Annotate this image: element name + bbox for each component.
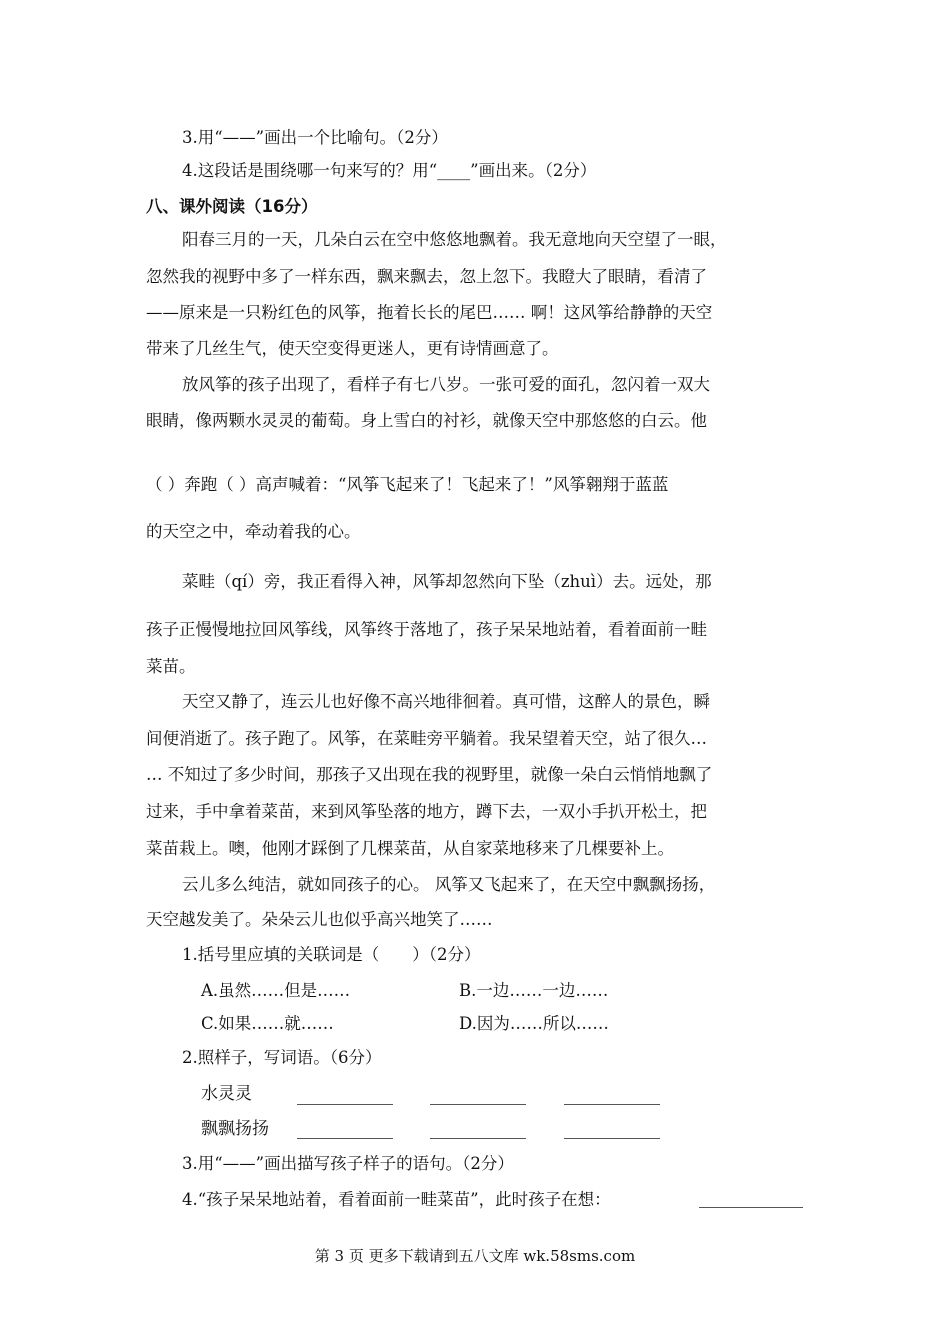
- example-word-2: 飘飘扬扬: [201, 1119, 269, 1139]
- prev-question-4: 4.这段话是围绕哪一句来写的？用“____”画出来。（2分）: [182, 161, 597, 180]
- passage-line: 菜苗。: [146, 657, 196, 676]
- passage-line: 眼睛，像两颗水灵灵的葡萄。身上雪白的衬衫，就像天空中那悠悠的白云。他: [146, 411, 707, 430]
- passage-line: 天空又静了，连云儿也好像不高兴地徘徊着。真可惜，这醉人的景色，瞬: [182, 692, 710, 711]
- prev-question-3: 3.用“——”画出一个比喻句。（2分）: [182, 128, 448, 147]
- passage-line: … 不知过了多少时间，那孩子又出现在我的视野里，就像一朵白云悄悄地飘了: [146, 765, 713, 784]
- answer-blank[interactable]: [430, 1138, 526, 1139]
- option-c: C.如果……就……: [201, 1014, 334, 1033]
- answer-blank[interactable]: [564, 1138, 660, 1139]
- question-2: 2.照样子，写词语。（6分）: [182, 1048, 382, 1067]
- option-b: B.一边……一边……: [459, 981, 609, 1000]
- passage-line: 天空越发美了。朵朵云儿也似乎高兴地笑了……: [146, 910, 493, 929]
- passage-line: 过来，手中拿着菜苗，来到风筝坠落的地方，蹲下去，一双小手扒开松土，把: [146, 802, 707, 821]
- question-3: 3.用“——”画出描写孩子样子的语句。（2分）: [182, 1154, 514, 1173]
- section-title: 八、课外阅读（16分）: [146, 197, 318, 216]
- passage-line: ——原来是一只粉红色的风筝，拖着长长的尾巴…… 啊！这风筝给静静的天空: [146, 303, 713, 322]
- answer-blank[interactable]: [699, 1207, 803, 1208]
- option-a: A.虽然……但是……: [201, 981, 351, 1000]
- passage-line: 的天空之中，牵动着我的心。: [146, 522, 361, 541]
- question-1: 1.括号里应填的关联词是（ ）（2分）: [182, 945, 481, 964]
- passage-line: 孩子正慢慢地拉回风筝线，风筝终于落地了，孩子呆呆地站着，看着面前一畦: [146, 620, 707, 639]
- passage-line: （ ）奔跑（ ）高声喊着：“风筝飞起来了！飞起来了！”风筝翱翔于蓝蓝: [146, 475, 669, 494]
- passage-line: 阳春三月的一天，几朵白云在空中悠悠地飘着。我无意地向天空望了一眼，: [182, 230, 727, 249]
- answer-blank[interactable]: [297, 1138, 393, 1139]
- passage-line: 云儿多么纯洁，就如同孩子的心。 风筝又飞起来了，在天空中飘飘扬扬，: [182, 875, 716, 894]
- question-4: 4.“孩子呆呆地站着，看着面前一畦菜苗”，此时孩子在想：: [182, 1190, 611, 1209]
- passage-line: 菜畦（qí）旁，我正看得入神，风筝却忽然向下坠（zhuì）去。远处，那: [182, 572, 712, 591]
- answer-blank[interactable]: [564, 1104, 660, 1105]
- passage-line: 忽然我的视野中多了一样东西，飘来飘去，忽上忽下。我瞪大了眼睛，看清了: [146, 267, 707, 286]
- option-d: D.因为……所以……: [459, 1014, 609, 1033]
- passage-line: 间便消逝了。孩子跑了。风筝，在菜畦旁平躺着。我呆望着天空，站了很久…: [146, 729, 707, 748]
- passage-line: 菜苗栽上。噢，他刚才踩倒了几棵菜苗，从自家菜地移来了几棵要补上。: [146, 839, 674, 858]
- example-word-1: 水灵灵: [201, 1084, 252, 1104]
- answer-blank[interactable]: [297, 1104, 393, 1105]
- answer-blank[interactable]: [430, 1104, 526, 1105]
- passage-line: 放风筝的孩子出现了，看样子有七八岁。一张可爱的面孔，忽闪着一双大: [182, 375, 710, 394]
- passage-line: 带来了几丝生气，使天空变得更迷人，更有诗情画意了。: [146, 339, 559, 358]
- page-footer: 第 3 页 更多下载请到五八文库 wk.58sms.com: [314, 1247, 636, 1265]
